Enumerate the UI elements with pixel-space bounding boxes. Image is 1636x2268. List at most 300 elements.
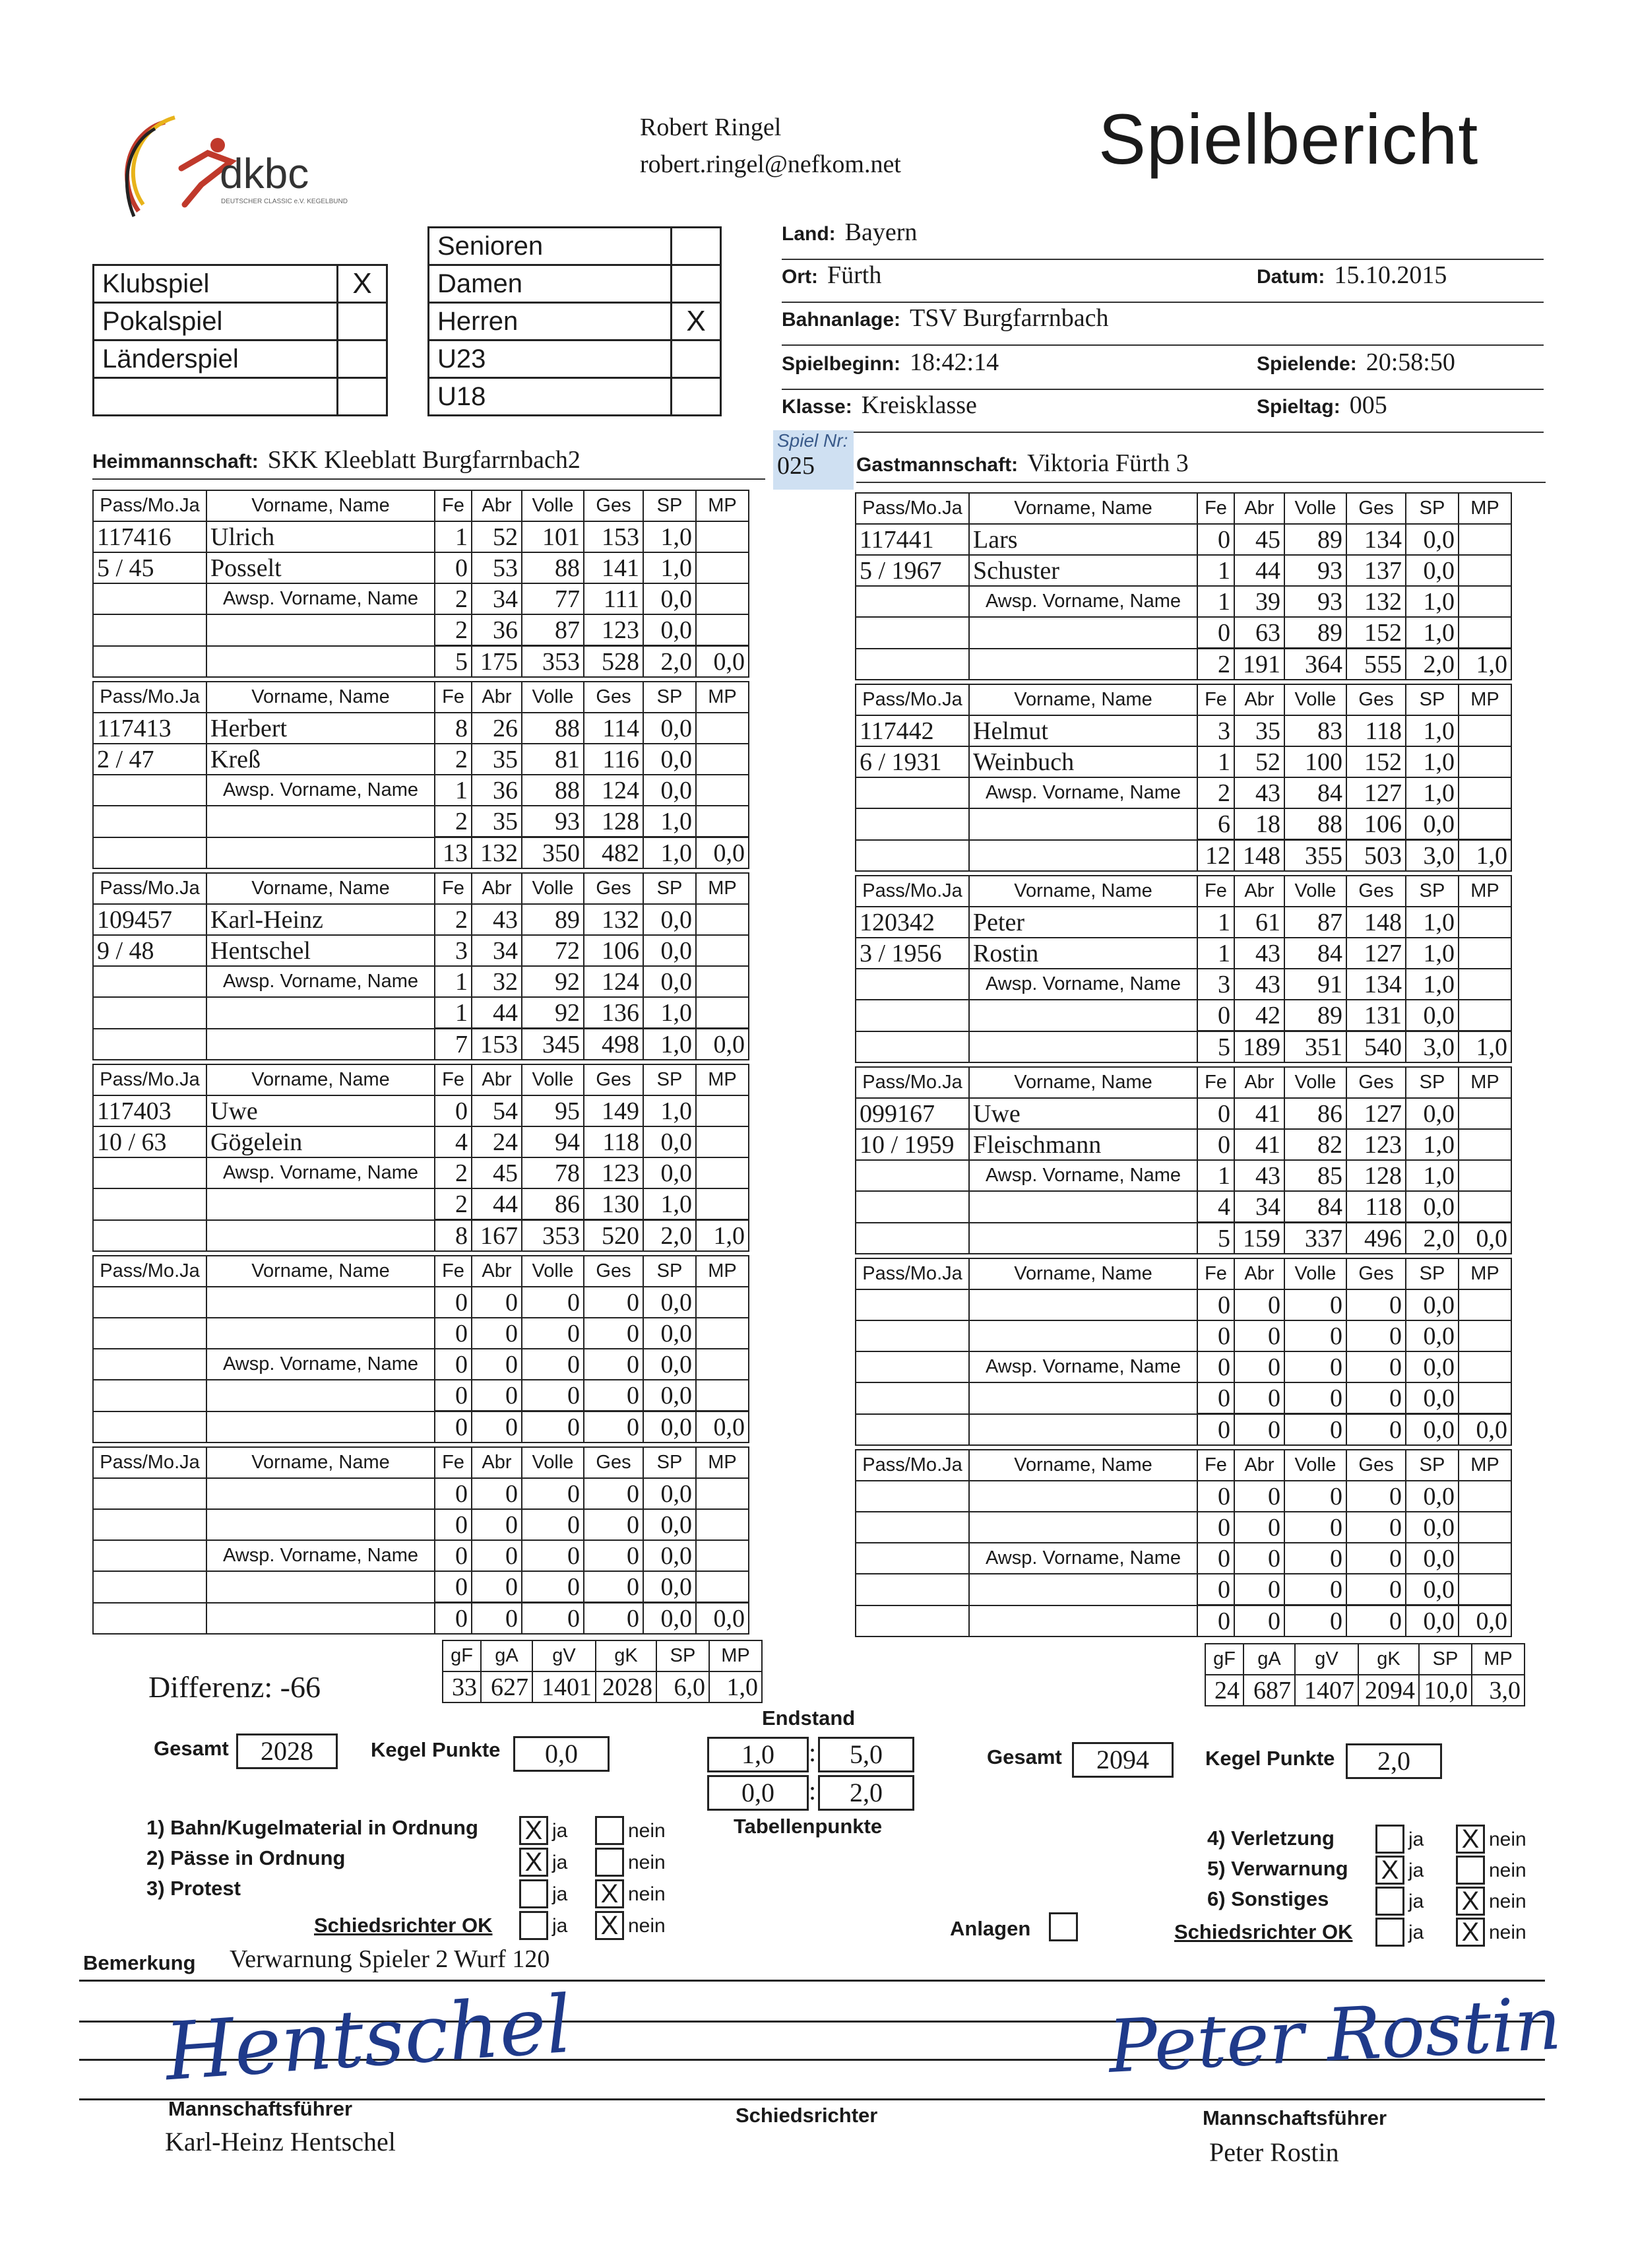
mp-cell: 0,0 [1459, 1414, 1511, 1446]
volle-cell: 0 [522, 1380, 584, 1411]
summary-value: 1401 [532, 1671, 596, 1702]
game-type-label: Pokalspiel [94, 303, 338, 340]
mp-cell [696, 1318, 749, 1349]
ges-cell: 128 [584, 806, 643, 837]
mp-cell [1459, 1289, 1511, 1320]
sp-cell: 0,0 [643, 904, 696, 935]
col-pass-header: Pass/Mo.Ja [856, 1067, 969, 1098]
game-type-checkbox[interactable] [338, 340, 387, 378]
col-volle-header: Volle [522, 873, 584, 904]
block-header [856, 493, 1511, 524]
abr-cell: 0 [1234, 1543, 1284, 1574]
tabellen-home: 0,0 [707, 1775, 809, 1811]
throw-row [93, 1349, 749, 1380]
volle-cell: 89 [522, 904, 584, 935]
schiri-guest-ja-checkbox[interactable] [1375, 1918, 1404, 1947]
name-cell: Rostin [969, 938, 1197, 969]
ges-cell: 153 [584, 521, 643, 552]
summary-header: gF [443, 1640, 481, 1671]
fe-cell: 2 [435, 614, 472, 646]
fe-cell: 1 [1197, 586, 1234, 617]
col-mp-header: MP [696, 682, 749, 713]
mp-cell [1459, 938, 1511, 969]
ges-cell: 127 [1346, 777, 1406, 808]
col-volle-header: Volle [1284, 493, 1346, 524]
volle-cell: 84 [1284, 777, 1346, 808]
category-checkbox[interactable]: X [672, 303, 721, 340]
mp-cell [696, 552, 749, 583]
pass-cell [93, 646, 206, 678]
mp-cell [696, 966, 749, 997]
sp-cell: 0,0 [643, 1349, 696, 1380]
name-cell [969, 649, 1197, 680]
pass-cell [856, 969, 969, 1000]
pass-cell [93, 1349, 206, 1380]
col-volle-header: Volle [522, 682, 584, 713]
throw-row [856, 1512, 1511, 1543]
home-gesamt-label: Gesamt [154, 1737, 229, 1760]
pass-cell: 117413 [93, 713, 206, 744]
q4-ja-checkbox[interactable] [1375, 1825, 1404, 1854]
game-type-checkbox[interactable] [338, 378, 387, 416]
sp-cell: 0,0 [1406, 555, 1459, 586]
volle-cell: 0 [522, 1603, 584, 1635]
volle-cell: 345 [522, 1029, 584, 1060]
schiri-label: Schiedsrichter [736, 2104, 878, 2127]
sp-cell: 0,0 [643, 1318, 696, 1349]
fe-cell: 2 [435, 904, 472, 935]
volle-cell: 0 [1284, 1414, 1346, 1446]
name-cell [969, 1382, 1197, 1414]
volle-cell: 0 [1284, 1351, 1346, 1382]
fe-cell: 2 [435, 1188, 472, 1220]
game-type-checkbox[interactable]: X [338, 265, 387, 303]
volle-cell: 0 [1284, 1543, 1346, 1574]
volle-cell: 0 [522, 1478, 584, 1509]
col-sp-header: SP [1406, 1258, 1459, 1289]
col-name-header: Vorname, Name [206, 1447, 435, 1478]
throw-row [856, 524, 1511, 555]
throw-row [93, 1380, 749, 1411]
home-team-row: Heimmannschaft: SKK Kleeblatt Burgfarrnbach2 [92, 445, 765, 480]
player-block [92, 490, 749, 678]
fe-cell: 1 [1197, 907, 1234, 938]
mp-cell: 0,0 [696, 1029, 749, 1060]
total-row [856, 649, 1511, 680]
mp-cell: 1,0 [1459, 840, 1511, 872]
fe-cell: 3 [435, 935, 472, 966]
pass-cell [856, 777, 969, 808]
pass-cell: 6 / 1931 [856, 746, 969, 777]
pass-cell [856, 1223, 969, 1254]
fe-cell: 0 [1197, 524, 1234, 555]
fe-cell: 4 [435, 1126, 472, 1157]
mp-cell [696, 614, 749, 646]
col-name-header: Vorname, Name [206, 490, 435, 521]
name-cell [206, 1318, 435, 1349]
sp-cell: 1,0 [643, 997, 696, 1029]
fe-cell: 2 [435, 583, 472, 614]
name-cell [969, 1512, 1197, 1543]
mp-cell [1459, 1382, 1511, 1414]
volle-cell: 350 [522, 837, 584, 869]
endstand-label: Endstand [762, 1706, 856, 1730]
col-mp-header: MP [696, 1256, 749, 1287]
q6-nein-checkbox[interactable]: X [1456, 1887, 1485, 1916]
ges-cell: 118 [584, 1126, 643, 1157]
ges-cell: 136 [584, 997, 643, 1029]
guest-kegel-label: Kegel Punkte [1205, 1747, 1335, 1770]
name-cell: Peter [969, 907, 1197, 938]
category-checkbox[interactable] [672, 378, 721, 416]
fe-cell: 0 [435, 1571, 472, 1603]
sp-cell: 1,0 [1406, 907, 1459, 938]
name-cell [206, 1603, 435, 1635]
abr-cell: 44 [472, 1188, 522, 1220]
player-block [855, 1258, 1512, 1446]
throw-row [93, 966, 749, 997]
block-header [856, 1258, 1511, 1289]
volle-cell: 0 [522, 1571, 584, 1603]
sp-cell: 2,0 [643, 1220, 696, 1252]
q1-ja-checkbox[interactable]: X [519, 1816, 548, 1845]
col-fe-header: Fe [435, 682, 472, 713]
bemerkung-label: Bemerkung [83, 1951, 196, 1974]
pass-cell [856, 1481, 969, 1512]
fe-cell: 0 [1197, 1000, 1234, 1031]
col-mp-header: MP [1459, 1067, 1511, 1098]
throw-row [93, 1478, 749, 1509]
q6-ja-checkbox[interactable] [1375, 1887, 1404, 1916]
sp-cell: 1,0 [643, 521, 696, 552]
fe-cell: 0 [435, 1095, 472, 1126]
col-ges-header: Ges [1346, 1258, 1406, 1289]
name-cell: Awsp. Vorname, Name [969, 1160, 1197, 1191]
q3-nein-checkbox[interactable]: X [595, 1879, 624, 1908]
category-label: U18 [429, 378, 672, 416]
throw-row [93, 775, 749, 806]
block-header [856, 684, 1511, 715]
player-block [92, 1064, 749, 1252]
pass-cell [93, 1571, 206, 1603]
fe-cell: 5 [435, 646, 472, 678]
col-abr-header: Abr [1234, 1067, 1284, 1098]
ges-cell: 132 [1346, 586, 1406, 617]
q3-ja-checkbox[interactable] [519, 1879, 548, 1908]
volle-cell: 72 [522, 935, 584, 966]
mp-cell [1459, 1191, 1511, 1223]
abr-cell: 35 [1234, 715, 1284, 746]
ges-cell: 0 [584, 1571, 643, 1603]
pass-cell [93, 966, 206, 997]
mp-cell [696, 744, 749, 775]
throw-row [856, 808, 1511, 840]
name-cell: Herbert [206, 713, 435, 744]
fe-cell: 0 [435, 1478, 472, 1509]
ges-cell: 130 [584, 1188, 643, 1220]
name-cell: Ulrich [206, 521, 435, 552]
volle-cell: 88 [522, 775, 584, 806]
volle-cell: 0 [522, 1349, 584, 1380]
col-sp-header: SP [643, 1064, 696, 1095]
summary-header: gA [481, 1640, 532, 1671]
category-checkbox[interactable] [672, 265, 721, 303]
volle-cell: 84 [1284, 1191, 1346, 1223]
pass-cell [856, 1160, 969, 1191]
volle-cell: 0 [1284, 1289, 1346, 1320]
mp-cell [696, 1571, 749, 1603]
game-type-table [92, 264, 388, 416]
ges-cell: 106 [1346, 808, 1406, 840]
pass-cell: 120342 [856, 907, 969, 938]
q6-nein-label: nein [1489, 1891, 1526, 1912]
name-cell [206, 1571, 435, 1603]
col-abr-header: Abr [1234, 876, 1284, 907]
summary-value: 627 [481, 1671, 532, 1702]
sp-cell: 0,0 [643, 1287, 696, 1318]
volle-cell: 0 [1284, 1481, 1346, 1512]
sp-cell: 0,0 [1406, 808, 1459, 840]
col-fe-header: Fe [1197, 493, 1234, 524]
summary-value: 33 [443, 1671, 481, 1702]
q2-nein-checkbox[interactable] [595, 1848, 624, 1877]
pass-cell [856, 840, 969, 872]
sp-cell: 0,0 [1406, 1512, 1459, 1543]
throw-row [93, 806, 749, 837]
q5-nein-checkbox[interactable] [1456, 1856, 1485, 1885]
col-ges-header: Ges [1346, 876, 1406, 907]
col-pass-header: Pass/Mo.Ja [93, 1447, 206, 1478]
mp-cell [696, 1478, 749, 1509]
ges-cell: 127 [1346, 1098, 1406, 1129]
pass-cell [856, 586, 969, 617]
throw-row [93, 1126, 749, 1157]
fe-cell: 6 [1197, 808, 1234, 840]
pass-cell [856, 617, 969, 649]
name-cell: Uwe [206, 1095, 435, 1126]
col-fe-header: Fe [435, 873, 472, 904]
pass-cell: 117403 [93, 1095, 206, 1126]
q4-ja-label: ja [1408, 1829, 1424, 1850]
sp-cell: 3,0 [1406, 840, 1459, 872]
abr-cell: 34 [472, 583, 522, 614]
total-row [93, 837, 749, 869]
abr-cell: 36 [472, 775, 522, 806]
volle-cell: 88 [522, 713, 584, 744]
player-block [855, 492, 1512, 680]
name-cell [969, 1574, 1197, 1605]
abr-cell: 159 [1234, 1223, 1284, 1254]
name-cell: Kreß [206, 744, 435, 775]
volle-cell: 93 [522, 806, 584, 837]
fe-cell: 7 [435, 1029, 472, 1060]
col-volle-header: Volle [522, 1256, 584, 1287]
abr-cell: 0 [1234, 1382, 1284, 1414]
fe-cell: 1 [435, 966, 472, 997]
summary-value: 10,0 [1419, 1675, 1472, 1706]
q1-label: 1) Bahn/Kugelmaterial in Ordnung [146, 1816, 478, 1839]
info-ort: Ort: Fürth Datum: 15.10.2015 [782, 261, 1544, 303]
fe-cell: 0 [435, 1380, 472, 1411]
mp-cell [1459, 1160, 1511, 1191]
name-cell [969, 1605, 1197, 1637]
col-mp-header: MP [1459, 493, 1511, 524]
pass-cell [93, 997, 206, 1029]
fe-cell: 0 [1197, 617, 1234, 649]
volle-cell: 101 [522, 521, 584, 552]
game-type-checkbox[interactable] [338, 303, 387, 340]
abr-cell: 0 [472, 1540, 522, 1571]
schiri-home-nein-checkbox[interactable]: X [595, 1911, 624, 1940]
abr-cell: 0 [1234, 1414, 1284, 1446]
fe-cell: 0 [435, 1603, 472, 1635]
abr-cell: 53 [472, 552, 522, 583]
pass-cell [856, 1320, 969, 1351]
throw-row [93, 744, 749, 775]
throw-row [856, 1098, 1511, 1129]
q1-nein-label: nein [628, 1820, 666, 1842]
schiri-home-ja-checkbox[interactable] [519, 1911, 548, 1940]
ges-cell: 118 [1346, 1191, 1406, 1223]
fe-cell: 5 [1197, 1223, 1234, 1254]
abr-cell: 43 [472, 904, 522, 935]
home-mf-label: Mannschaftsführer [168, 2097, 353, 2120]
q2-ja-checkbox[interactable]: X [519, 1848, 548, 1877]
mp-cell [1459, 969, 1511, 1000]
sp-cell: 0,0 [643, 713, 696, 744]
name-cell [969, 1481, 1197, 1512]
sp-cell: 0,0 [1406, 1543, 1459, 1574]
bemerkung-line [79, 1980, 1545, 1982]
schiri-guest-nein-checkbox[interactable]: X [1456, 1918, 1485, 1947]
name-cell: Awsp. Vorname, Name [206, 1157, 435, 1188]
abr-cell: 175 [472, 646, 522, 678]
category-checkbox[interactable] [672, 228, 721, 265]
volle-cell: 81 [522, 744, 584, 775]
col-mp-header: MP [696, 490, 749, 521]
volle-cell: 353 [522, 646, 584, 678]
col-name-header: Vorname, Name [206, 1256, 435, 1287]
fe-cell: 0 [1197, 1289, 1234, 1320]
throw-row [856, 1481, 1511, 1512]
q4-label: 4) Verletzung [1207, 1827, 1335, 1850]
player-block [855, 875, 1512, 1063]
total-row [93, 1220, 749, 1252]
mp-cell [1459, 617, 1511, 649]
summary-header: gK [596, 1640, 656, 1671]
pass-cell [93, 1411, 206, 1443]
ges-cell: 0 [584, 1478, 643, 1509]
summary-value: 687 [1243, 1675, 1295, 1706]
guest-mf-label: Mannschaftsführer [1203, 2106, 1387, 2129]
game-type-label: Klubspiel [94, 265, 338, 303]
volle-cell: 100 [1284, 746, 1346, 777]
pass-cell [93, 1157, 206, 1188]
ges-cell: 106 [584, 935, 643, 966]
fe-cell: 0 [1197, 1512, 1234, 1543]
anlagen-checkbox[interactable] [1049, 1912, 1078, 1941]
q1-nein-checkbox[interactable] [595, 1816, 624, 1845]
col-pass-header: Pass/Mo.Ja [856, 493, 969, 524]
ges-cell: 0 [1346, 1605, 1406, 1637]
name-cell [206, 1029, 435, 1060]
document-title: Spielbericht [1098, 99, 1479, 179]
mp-cell: 0,0 [696, 837, 749, 869]
game-type-row [94, 265, 387, 303]
abr-cell: 35 [472, 744, 522, 775]
col-fe-header: Fe [1197, 1450, 1234, 1481]
schiri-guest-nein-label: nein [1489, 1922, 1526, 1943]
game-type-label: Länderspiel [94, 340, 338, 378]
category-checkbox[interactable] [672, 340, 721, 378]
name-cell: Awsp. Vorname, Name [206, 1349, 435, 1380]
logo-text: dkbc [220, 150, 309, 197]
mp-cell [1459, 555, 1511, 586]
col-pass-header: Pass/Mo.Ja [856, 876, 969, 907]
q6-label: 6) Sonstiges [1207, 1887, 1329, 1910]
pass-cell [93, 837, 206, 869]
volle-cell: 353 [522, 1220, 584, 1252]
volle-cell: 78 [522, 1157, 584, 1188]
ges-cell: 0 [1346, 1543, 1406, 1574]
throw-row [856, 555, 1511, 586]
name-cell [969, 617, 1197, 649]
volle-cell: 95 [522, 1095, 584, 1126]
ges-cell: 0 [584, 1540, 643, 1571]
ges-cell: 0 [584, 1287, 643, 1318]
sp-cell: 1,0 [643, 1095, 696, 1126]
abr-cell: 32 [472, 966, 522, 997]
sp-cell: 0,0 [1406, 1574, 1459, 1605]
pass-cell [93, 1540, 206, 1571]
block-header [93, 873, 749, 904]
fe-cell: 0 [1197, 1382, 1234, 1414]
info-spielbeginn: Spielbeginn: 18:42:14 Spielende: 20:58:50 [782, 348, 1544, 390]
mp-cell [696, 775, 749, 806]
home-kegel-label: Kegel Punkte [371, 1738, 501, 1761]
abr-cell: 43 [1234, 938, 1284, 969]
pass-cell [856, 1191, 969, 1223]
col-abr-header: Abr [1234, 684, 1284, 715]
col-fe-header: Fe [435, 490, 472, 521]
sp-cell: 2,0 [1406, 1223, 1459, 1254]
q5-ja-checkbox[interactable]: X [1375, 1856, 1404, 1885]
col-abr-header: Abr [1234, 1450, 1284, 1481]
endstand-guest: 5,0 [818, 1737, 914, 1772]
abr-cell: 0 [1234, 1512, 1284, 1543]
schiri-guest-ja-label: ja [1408, 1922, 1424, 1943]
summary-header: gK [1358, 1644, 1419, 1675]
name-cell [206, 1509, 435, 1540]
q4-nein-checkbox[interactable]: X [1456, 1825, 1485, 1854]
fe-cell: 3 [1197, 969, 1234, 1000]
tabellen-guest: 2,0 [818, 1775, 914, 1811]
ges-cell: 128 [1346, 1160, 1406, 1191]
fe-cell: 0 [1197, 1414, 1234, 1446]
col-fe-header: Fe [1197, 876, 1234, 907]
sp-cell: 0,0 [1406, 1289, 1459, 1320]
ges-cell: 0 [584, 1318, 643, 1349]
fe-cell: 0 [1197, 1481, 1234, 1512]
sp-cell: 0,0 [1406, 1320, 1459, 1351]
col-ges-header: Ges [584, 1064, 643, 1095]
block-header [93, 490, 749, 521]
throw-row [93, 1287, 749, 1318]
fe-cell: 1 [435, 521, 472, 552]
block-header [93, 1064, 749, 1095]
ges-cell: 152 [1346, 617, 1406, 649]
sp-cell: 1,0 [1406, 938, 1459, 969]
